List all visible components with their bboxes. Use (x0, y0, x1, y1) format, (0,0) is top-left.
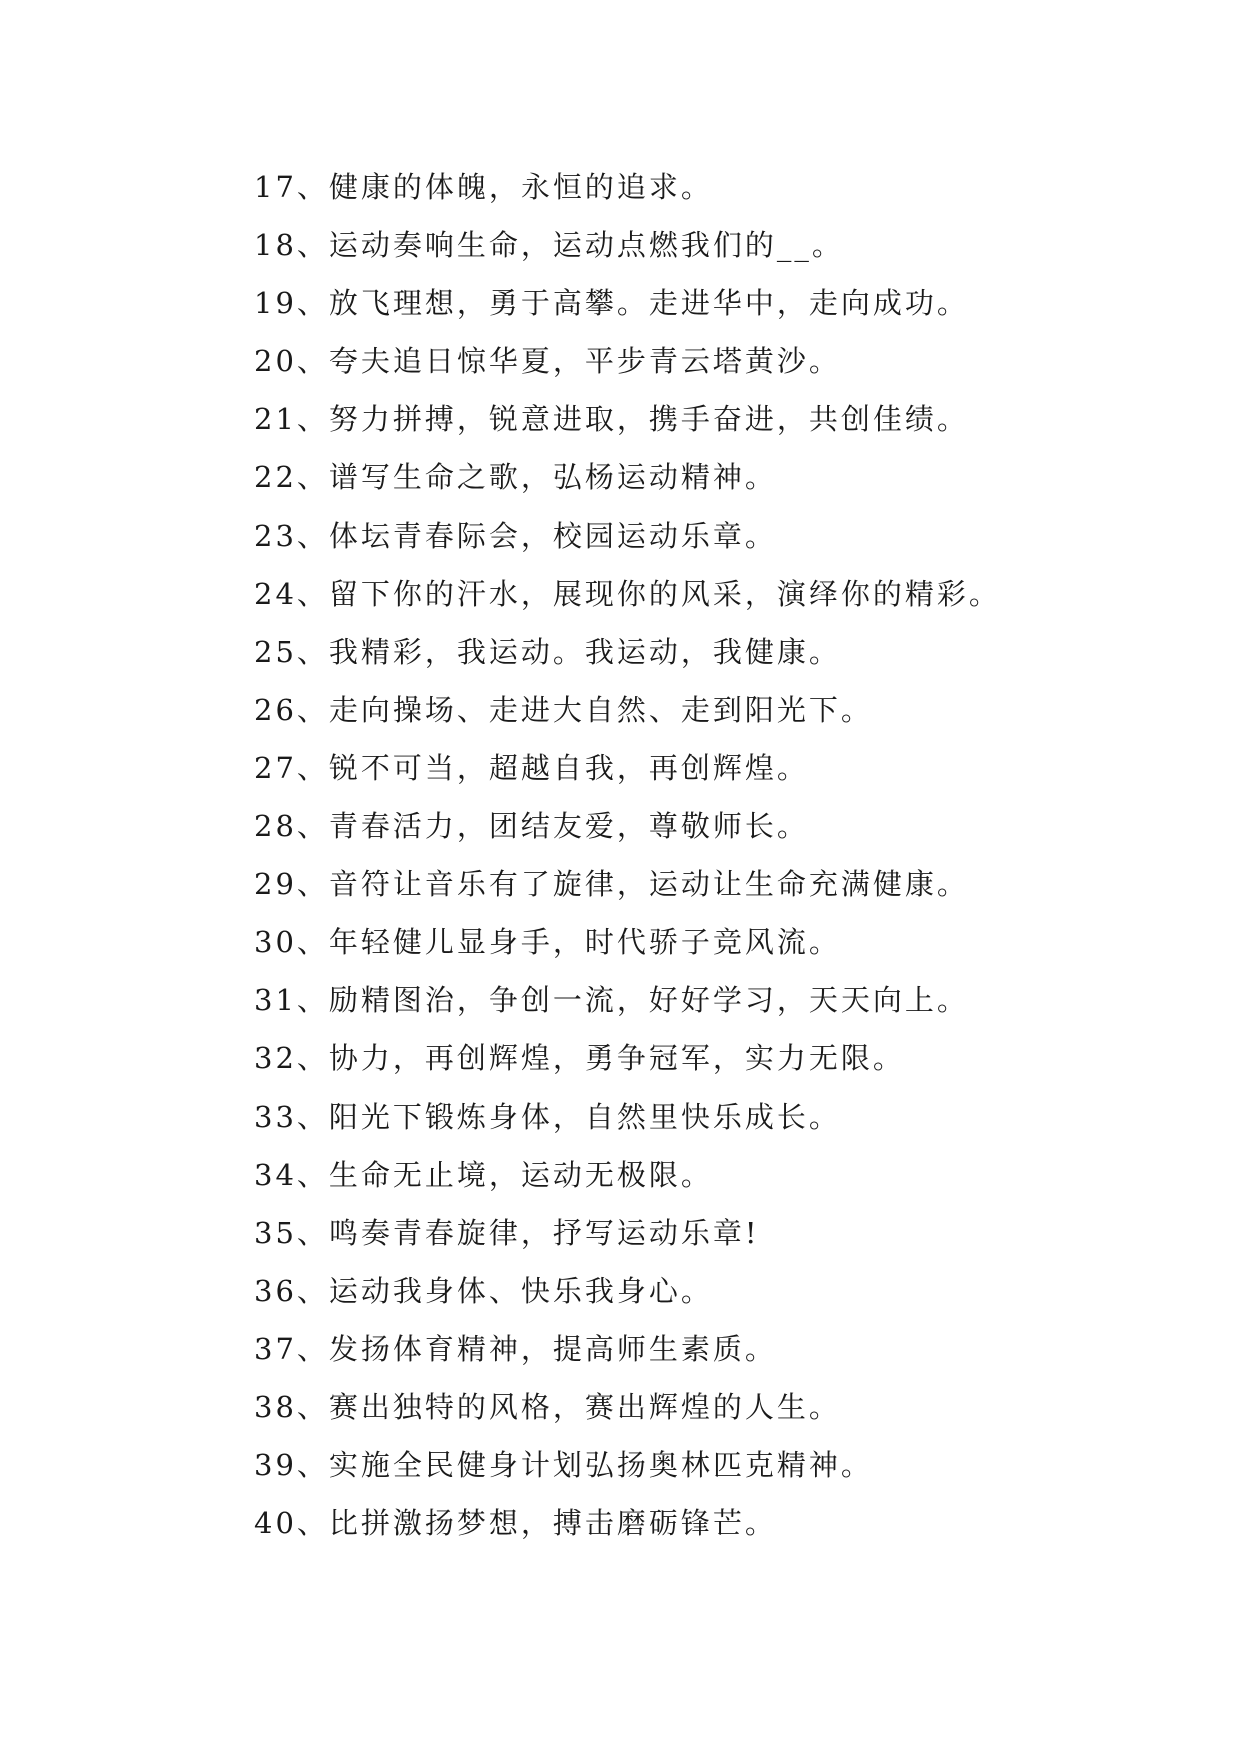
list-item: 33、阳光下锻炼身体，自然里快乐成长。 (254, 1099, 841, 1134)
list-item: 23、体坛青春际会，校园运动乐章。 (254, 518, 777, 553)
list-item: 17、健康的体魄，永恒的追求。 (254, 170, 713, 204)
list-item: 29、音符让音乐有了旋律，运动让生命充满健康。 (254, 867, 969, 902)
list-item: 32、协力，再创辉煌，勇争冠军，实力无限。 (254, 1041, 905, 1076)
list-item: 24、留下你的汗水，展现你的风采，演绎你的精彩。 (254, 576, 1001, 611)
list-item: 40、比拼激扬梦想，搏击磨砺锋芒。 (254, 1506, 777, 1541)
list-item: 38、赛出独特的风格，赛出辉煌的人生。 (254, 1389, 841, 1424)
list-item: 27、锐不可当，超越自我，再创辉煌。 (254, 750, 809, 785)
list-item: 21、努力拼搏，锐意进取，携手奋进，共创佳绩。 (254, 402, 969, 437)
list-item: 39、实施全民健身计划弘扬奥林匹克精神。 (254, 1448, 873, 1483)
list-item: 37、发扬体育精神，提高师生素质。 (254, 1331, 777, 1366)
list-item: 19、放飞理想，勇于高攀。走进华中，走向成功。 (254, 286, 969, 321)
list-item: 31、励精图治，争创一流，好好学习，天天向上。 (254, 983, 969, 1018)
list-item: 35、鸣奏青春旋律，抒写运动乐章! (254, 1215, 760, 1250)
list-item: 30、年轻健儿显身手，时代骄子竞风流。 (254, 925, 841, 960)
list-item: 18、运动奏响生命，运动点燃我们的__。 (254, 228, 844, 263)
list-item: 36、运动我身体、快乐我身心。 (254, 1273, 713, 1308)
list-item: 20、夸夫追日惊华夏，平步青云塔黄沙。 (254, 344, 841, 379)
list-item: 34、生命无止境，运动无极限。 (254, 1157, 713, 1192)
list-item: 22、谱写生命之歌，弘杨运动精神。 (254, 460, 777, 495)
list-item: 28、青春活力，团结友爱，尊敬师长。 (254, 809, 809, 844)
list-item: 25、我精彩，我运动。我运动，我健康。 (254, 634, 841, 669)
slogan-list (254, 158, 1214, 1552)
list-item: 26、走向操场、走进大自然、走到阳光下。 (254, 692, 873, 727)
